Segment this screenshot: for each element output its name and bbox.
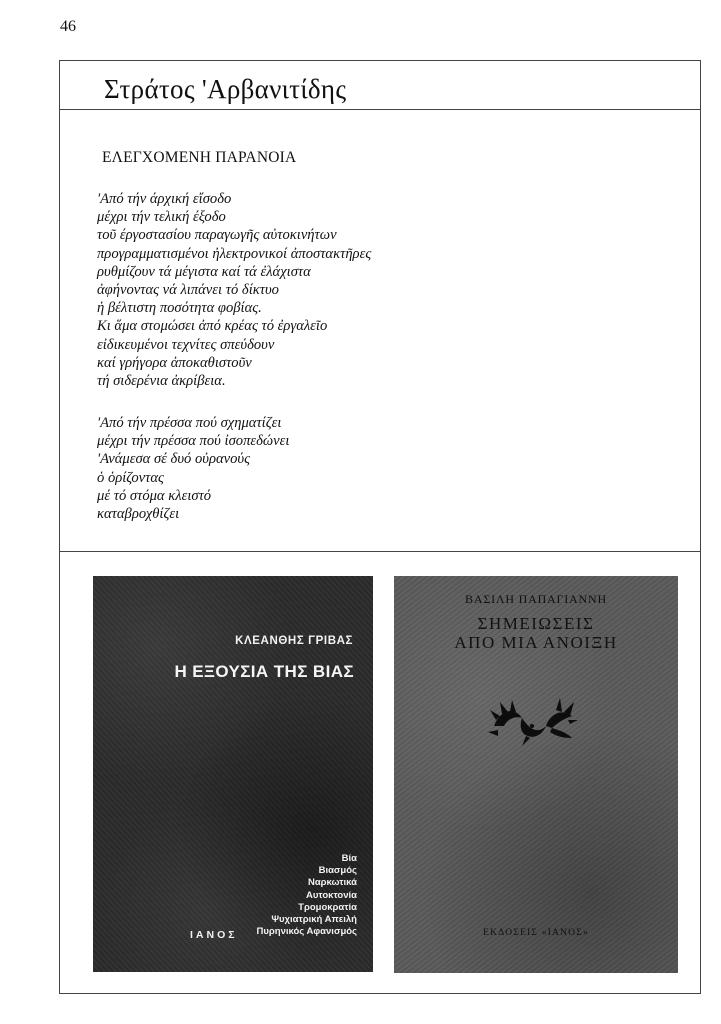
poem-line: τοῦ έργοστασίου παραγωγῆς αὐτοκινήτων (97, 227, 337, 244)
bird-emblem-icon (486, 696, 578, 748)
poem-section (60, 110, 700, 552)
book2-author: ΒΑΣΙΛΗ ΠΑΠΑΓΙΑΝΝΗ (465, 592, 607, 606)
book2-title-line: ΑΠΟ ΜΙΑ ΑΝΟΙΞΗ (454, 633, 618, 652)
page-number: 46 (60, 18, 76, 35)
book1-author: ΚΛΕΑΝΘΗΣ ΓΡΙΒΑΣ (235, 635, 353, 647)
book-cover-simeioseis (394, 576, 678, 973)
poem-line: τή σιδερένια ἀκρίβεια. (97, 373, 226, 390)
book1-topic: Πυρηνικός Αφανισμός (256, 926, 357, 938)
poem-line: 'Ανάμεσα σέ δυό οὐρανούς (97, 451, 251, 468)
poem-line: καταβροχθίζει (97, 506, 180, 523)
poem-line: ρυθμίζουν τά μέγιστα καί τά ἐλάχιστα (97, 263, 311, 280)
poem-line: 'Από τήν πρέσσα πού σχηματίζει (97, 415, 282, 431)
book1-topic: Τρομοκρατία (298, 901, 357, 913)
poem-line: 'Από τήν άρχική εἴσοδο (97, 191, 232, 207)
poem-line: μέ τό στόμα κλειστό (97, 487, 212, 504)
poem-line: ὁ ὁρίζοντας (97, 469, 164, 486)
author-name: Στράτος 'Αρβανιτίδης (104, 74, 347, 104)
book1-topic: Ψυχιατρική Απειλή (271, 914, 357, 926)
poem-title: ΕΛΕΓΧΟΜΕΝΗ ΠΑΡΑΝΟΙΑ (102, 149, 297, 166)
book1-topic: Ναρκωτικά (307, 877, 357, 889)
book2-title-line: ΣΗΜΕΙΩΣΕΙΣ (477, 614, 595, 633)
poem-line: προγραμματισμένοι ἠλεκτρονικοί ἀποστακτῆρες (97, 245, 372, 262)
book1-publisher: ΙΑΝΟΣ (190, 929, 238, 941)
poem-stanza-2 (97, 414, 289, 523)
poem-stanza-1 (97, 190, 371, 390)
book1-topic: Βιασμός (318, 865, 357, 877)
poem-line: Κι ἅμα στομώσει ἀπό κρέας τό ἐργαλεῖο (97, 318, 328, 335)
poem-line: ἡ βέλτιστη ποσότητα φοβίας. (97, 300, 262, 317)
book2-publisher: ΕΚΔΟΣΕΙΣ «ΙΑΝΟΣ» (483, 928, 589, 938)
poem-line: καί γρήγορα ἀποκαθιστοῦν (97, 354, 252, 371)
book-cover-exousia-tis-vias (93, 576, 373, 972)
poem-line: μέχρι τήν πρέσσα πού ἰσοπεδώνει (97, 433, 290, 450)
book1-title: Η ΕΞΟΥΣΙΑ ΤΗΣ ΒΙΑΣ (174, 662, 354, 681)
author-header (60, 61, 700, 110)
book2-title (394, 614, 678, 652)
poem-line: ἀφήνοντας νά λιπάνει τό δίκτυο (97, 282, 279, 299)
book1-topic: Αυτοκτονία (305, 889, 357, 901)
book1-topics-list (257, 853, 357, 938)
book1-topic: Βία (341, 853, 357, 864)
poem-line: εἰδικευμένοι τεχνίτες σπεύδουν (97, 336, 275, 353)
poem-line: μέχρι τήν τελική έξοδο (97, 209, 226, 226)
